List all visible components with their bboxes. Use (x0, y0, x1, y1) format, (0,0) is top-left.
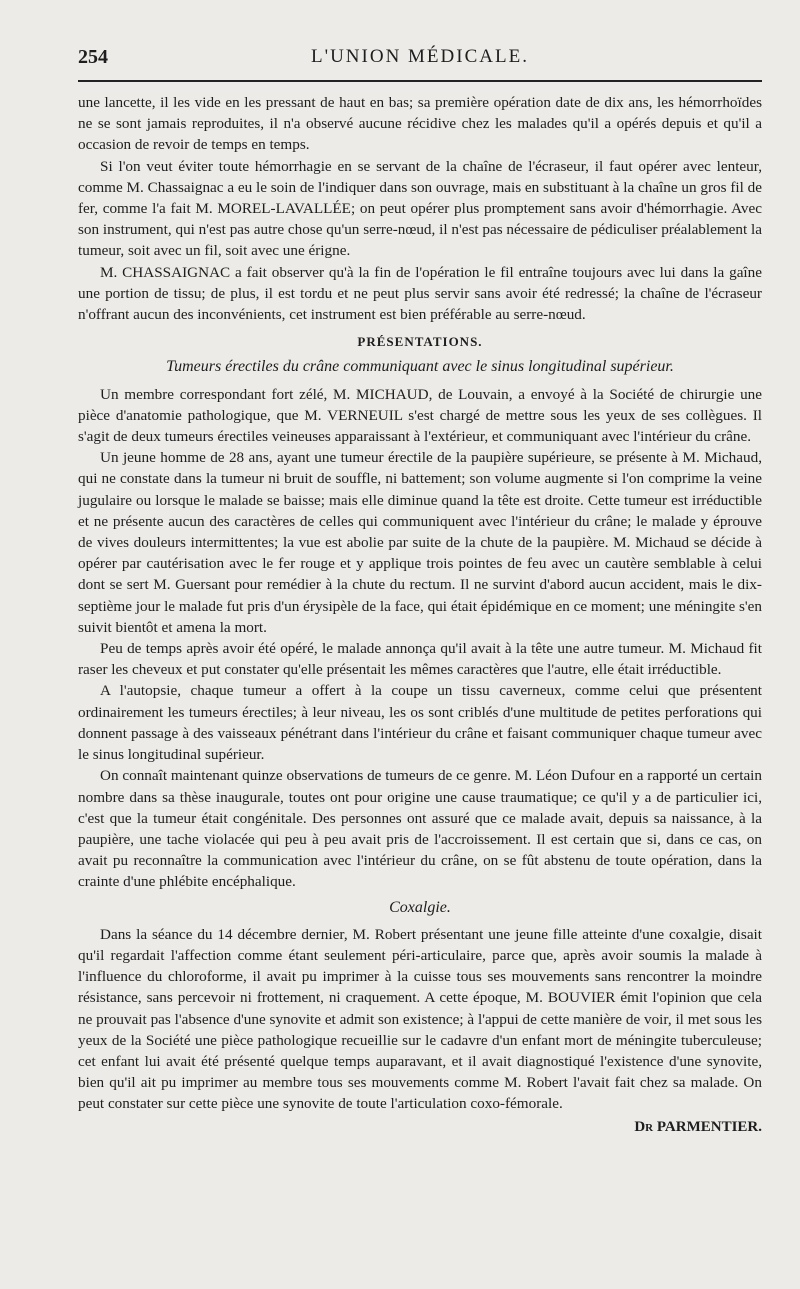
paragraph: Un jeune homme de 28 ans, ayant une tumeur érectile de la paupière supérieure, se présente à M. Michaud, qui ne constate dans la tumeur ni bruit de souffle, ni battement; son volume augmente si l'on comprime la veine jugulaire ou lorsque le malade se baisse; mais elle diminue quand la tête est droite. Cette tumeur est irréductible et ne présente aucun des caractères de celles qui communiquent avec l'intérieur du crâne; le malade y éprouve de vives douleurs intermittentes; la vue est abolie par suite de la chute de la paupière. M. Michaud se décide à opérer par cautérisation avec le fer rouge et y applique trois pointes de feu avec un cautère semblable à celui dont se sert M. Guersant pour remédier à la chute du rectum. Il ne survint d'abord aucun accident, mais le dix-septième jour le malade fut pris d'un érysipèle de la face, qui était épidémique en ce moment; une méningite s'en suivit bientôt et amena la mort. (78, 449, 762, 636)
article-body (78, 92, 762, 1138)
paragraph: une lancette, il les vide en les pressant de haut en bas; sa première opération date de dix ans, les hémorrhoïdes ne se sont jamais reproduites, il n'a observé aucune récidive chez les malades qu'il a opérés depuis et qu'il a occasion de revoir de temps en temps. (78, 94, 762, 154)
paragraph: Un membre correspondant fort zélé, M. MICHAUD, de Louvain, a envoyé à la Société de chirurgie une pièce d'anatomie pathologique, que M. VERNEUIL s'est chargé de mettre sous les yeux de ses collègues. Il s'agit de deux tumeurs érectiles veineuses apparaissant à l'extérieur, et communiquant avec l'intérieur du crâne. (78, 385, 762, 446)
paragraph: Dans la séance du 14 décembre dernier, M. Robert présentant une jeune fille atteinte d'une coxalgie, disait qu'il regardait l'affection comme étant seulement péri-articulaire, parce que, après avoir soumis la malade à l'influence du chloroforme, il avait pu imprimer à la cuisse tous ses mouvements sans rencontrer la moindre résistance, sans percevoir ni frottement, ni craquement. A cette époque, M. BOUVIER émit l'opinion que cela ne prouvait pas l'absence d'une synovite et admit son existence; à l'appui de cette manière de voir, il met sous les yeux de la Société une pièce pathologique recueillie sur le cadavre d'un enfant mort de méningite tuberculeuse; cet enfant lui avait été présenté quelque temps auparavant, et il avait diagnostiqué l'existence d'une synovite, bien qu'il ait pu imprimer au membre tous ses mouvements comme M. Robert l'avait fait chez sa malade. On peut constater sur cette pièce une synovite de toute l'articulation coxo-fémorale. (78, 925, 762, 1113)
page-number: 254 (78, 46, 108, 68)
paragraph: Peu de temps après avoir été opéré, le malade annonça qu'il avait à la tête une autre tumeur. M. Michaud fit raser les cheveux et put constater qu'elle présentait les mêmes caractères que l'autre, elle était irréductible. (78, 640, 762, 679)
subsection-heading-coxalgie: Coxalgie. (389, 898, 451, 916)
page-header (78, 34, 762, 72)
section-heading-presentations: PRÉSENTATIONS. (357, 334, 483, 350)
paragraph: On connaît maintenant quinze observations de tumeurs de ce genre. M. Léon Dufour en a rapporté un certain nombre dans sa thèse inaugurale, toutes ont pour origine une cause traumatique; ce qu'il y a de particulier ici, c'est que la tumeur était congénitale. Des personnes ont assuré que ce malade avait, depuis sa naissance, à la paupière, une tache violacée qui peu à peu avait pris de l'accroissement. Il est certain que si, dans ce cas, on avait pu reconnaître la communication avec l'intérieur du crâne, on se fût abstenu de toute opération, dans la crainte d'une phlébite encéphalique. (78, 767, 762, 891)
running-title: L'UNION MÉDICALE. (311, 46, 529, 67)
subsection-heading-tumeurs: Tumeurs érectiles du crâne communiquant avec le sinus longitudinal supérieur. (166, 358, 674, 376)
paragraph: A l'autopsie, chaque tumeur a offert à la coupe un tissu caverneux, comme celui que présentent ordinairement les tumeurs érectiles; à leur niveau, les os sont criblés d'une multitude de petites perforations qui donnent passage à des vaisseaux pénétrant dans l'intérieur du crâne et faisant communiquer chaque tumeur avec le sinus longitudinal supérieur. (78, 682, 762, 764)
author-signature: Dr PARMENTIER. (634, 1118, 762, 1135)
header-rule (78, 80, 762, 82)
paragraph: M. CHASSAIGNAC a fait observer qu'à la fin de l'opération le fil entraîne toujours avec lui dans la gaîne une portion de tissu; de plus, il est tordu et ne peut plus servir sans avoir été redressé; la chaîne de l'écraseur n'offrant aucun des inconvénients, cet instrument est bien préférable au serre-nœud. (78, 263, 762, 324)
paragraph: Si l'on veut éviter toute hémorrhagie en se servant de la chaîne de l'écraseur, il faut opérer avec lenteur, comme M. Chassaignac a eu le soin de l'indiquer dans son ouvrage, mais en substituant à la chaîne un gros fil de fer, comme l'a fait M. MOREL-LAVALLÉE; on peut opérer plus promptement sans avoir d'hémorrhagie. Avec son instrument, qui n'est pas autre chose qu'un serre-nœud, il n'est pas nécessaire de pédiculiser préalablement la tumeur, soit avec un fil, soit avec une érigne. (78, 157, 762, 260)
